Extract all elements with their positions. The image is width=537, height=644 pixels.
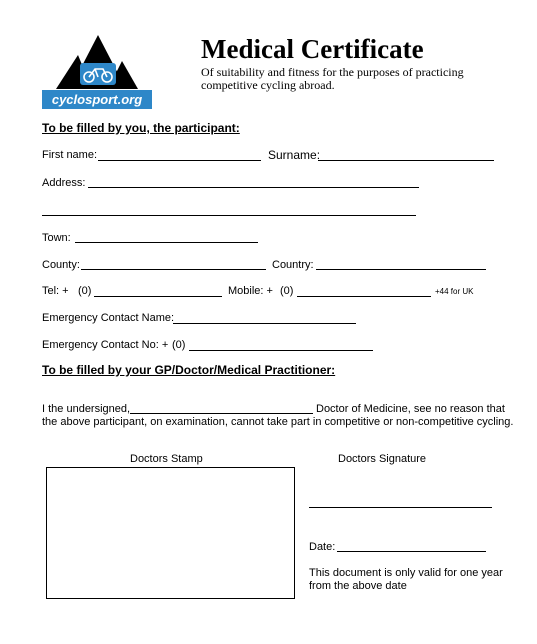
emergency-number-prefix: (0) bbox=[172, 339, 186, 351]
emergency-number-label: Emergency Contact No: + bbox=[42, 339, 169, 351]
mobile-field[interactable] bbox=[297, 296, 431, 297]
emergency-name-label: Emergency Contact Name: bbox=[42, 312, 175, 324]
county-label: County: bbox=[42, 259, 80, 271]
logo-banner: cyclosport.org bbox=[42, 90, 152, 109]
date-field[interactable] bbox=[337, 551, 486, 552]
page-subtitle: Of suitability and fitness for the purposes of practicing competitive cycling abroad. bbox=[201, 65, 464, 92]
validity-note: This document is only valid for one year from the above date bbox=[309, 567, 503, 592]
mobile-prefix: (0) bbox=[280, 285, 294, 297]
first-name-label: First name: bbox=[42, 149, 98, 161]
page-title: Medical Certificate bbox=[201, 34, 424, 64]
doctors-signature-field[interactable] bbox=[309, 507, 492, 508]
doctor-section-heading: To be filled by your GP/Doctor/Medical Practitioner: bbox=[42, 363, 336, 377]
mountain-bike-icon bbox=[42, 33, 152, 91]
date-label: Date: bbox=[309, 541, 336, 553]
first-name-field[interactable] bbox=[98, 160, 261, 161]
doctors-stamp-label: Doctors Stamp bbox=[130, 453, 203, 465]
town-label: Town: bbox=[42, 232, 71, 244]
statement-prefix: I the undersigned, bbox=[42, 403, 131, 415]
emergency-number-field[interactable] bbox=[189, 350, 373, 351]
country-field[interactable] bbox=[316, 269, 486, 270]
address-field-line1[interactable] bbox=[88, 187, 419, 188]
cyclosport-logo bbox=[42, 33, 152, 109]
county-field[interactable] bbox=[81, 269, 266, 270]
uk-dialing-note: +44 for UK bbox=[435, 287, 474, 296]
tel-prefix: (0) bbox=[78, 285, 92, 297]
statement-line1-suffix: Doctor of Medicine, see no reason that bbox=[316, 403, 505, 415]
tel-label: Tel: + bbox=[42, 285, 69, 297]
doctor-name-field[interactable] bbox=[130, 413, 313, 414]
surname-label: Surname: bbox=[268, 148, 321, 162]
tel-field[interactable] bbox=[94, 296, 222, 297]
doctors-signature-label: Doctors Signature bbox=[338, 453, 427, 465]
statement-line2: the above participant, on examination, cannot take part in competitive or non-competitive cycling. bbox=[42, 416, 514, 428]
surname-field[interactable] bbox=[318, 160, 494, 161]
emergency-name-field[interactable] bbox=[173, 323, 356, 324]
mobile-label: Mobile: + bbox=[228, 285, 273, 297]
town-field[interactable] bbox=[75, 242, 258, 243]
address-label: Address: bbox=[42, 177, 86, 189]
country-label: Country: bbox=[272, 259, 314, 271]
address-field-line2[interactable] bbox=[42, 215, 416, 216]
doctors-stamp-box[interactable] bbox=[46, 467, 295, 599]
participant-section-heading: To be filled by you, the participant: bbox=[42, 121, 240, 135]
